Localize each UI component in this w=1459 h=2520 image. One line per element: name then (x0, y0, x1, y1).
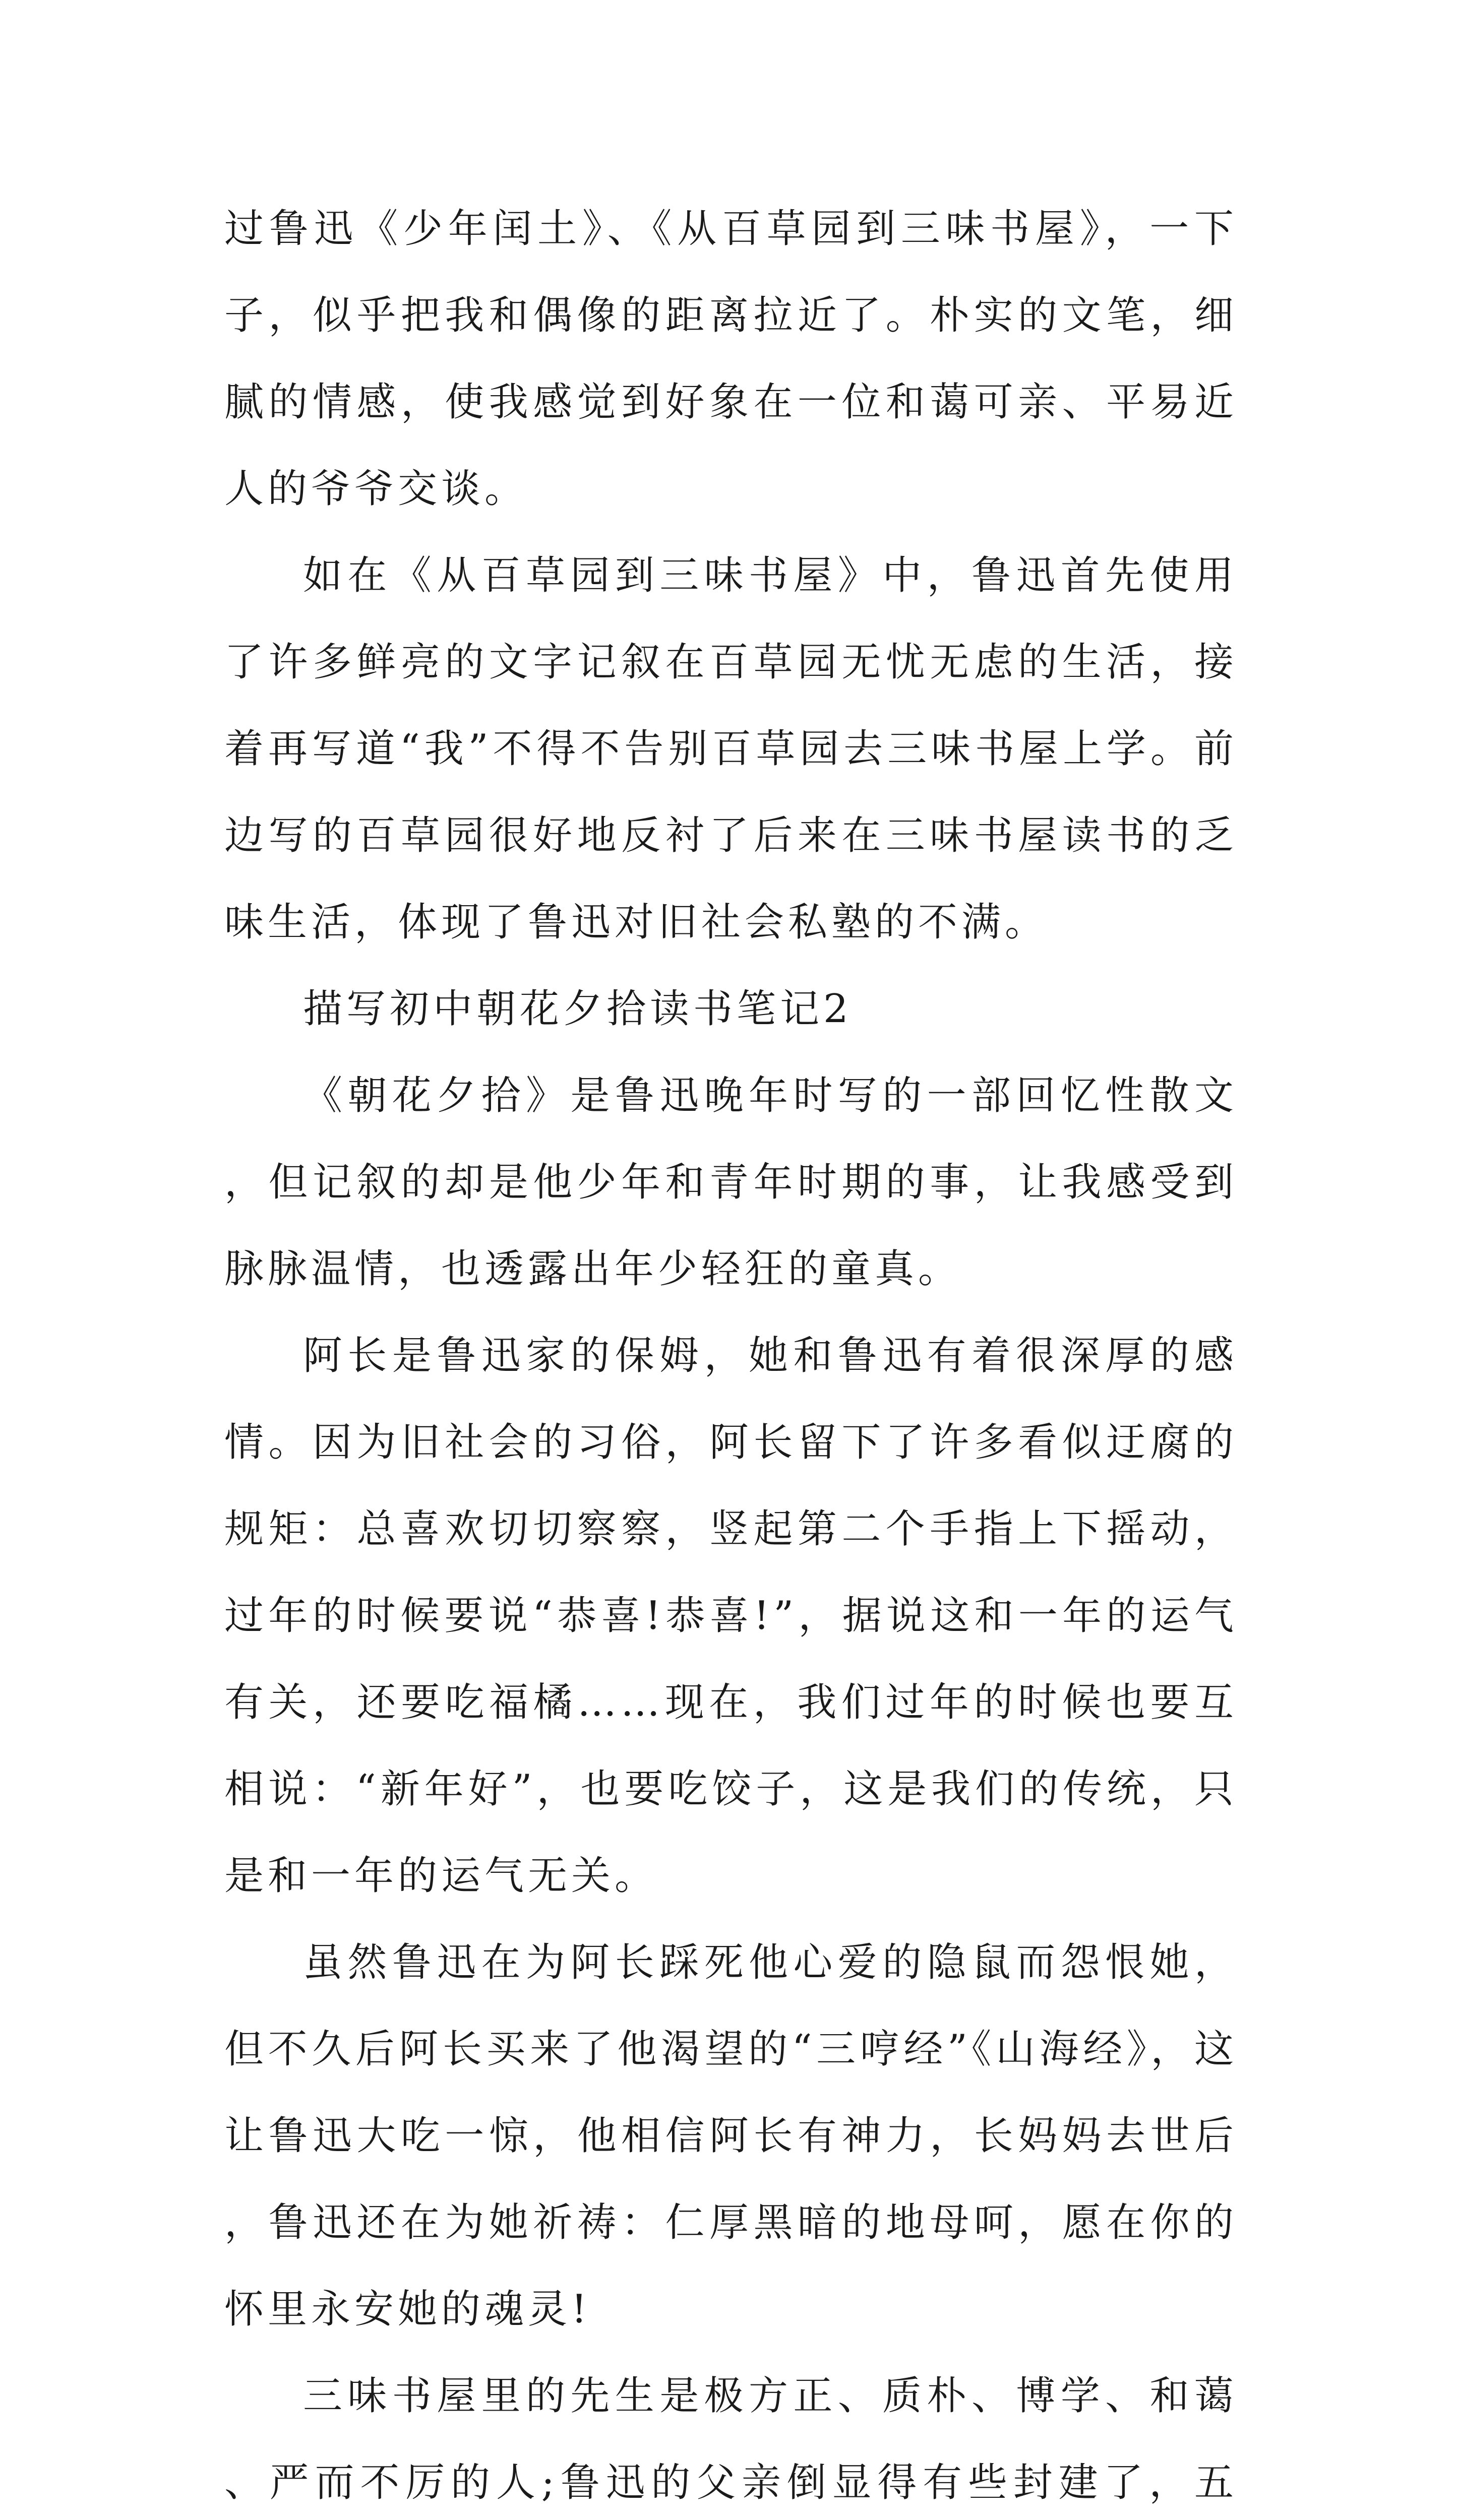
document-body (224, 185, 1238, 2520)
paragraph-2: 如在《从百草园到三味书屋》中，鲁迅首先使用了许多鲜亮的文字记叙在百草园无忧无虑的生活，接着再写道“我”不得不告别百草园去三味书屋上学。前边写的百草园很好地反衬了后来在三味书屋读书的乏味生活，体现了鲁迅对旧社会私塾的不满。 (224, 553, 1238, 945)
paragraph-6: 三味书屋里的先生是极方正、质朴、博学、和蔼、严而不厉的人;鲁迅的父亲倒显得有些封建了，五 (224, 2373, 1238, 2505)
paragraph-5: 虽然鲁迅在为阿长踩死他心爱的隐鼠而怨恨她，但不久后阿长买来了他渴望的“三哼经”《山海经》，这让鲁迅大吃一惊，他相信阿长有神力，长妈妈去世后，鲁迅还在为她祈祷：仁厚黑暗的地母呵，愿在你的怀里永安她的魂灵! (224, 1940, 1238, 2332)
paragraph-4: 阿长是鲁迅家的保姆，她和鲁迅有着很深厚的感情。因为旧社会的习俗，阿长留下了许多看似迂腐的规矩：总喜欢切切察察，竖起第二个手指上下摇动，过年的时候要说“恭喜!恭喜!”，据说这和一年的运气有关，还要吃福橘……现在，我们过年的时候也要互相说：“新年好”，也要吃饺子，这是我们的传统，只是和一年的运气无关。 (224, 1333, 1238, 1899)
paragraph-3: 《朝花夕拾》是鲁迅晚年时写的一部回忆性散文，但记叙的却是他少年和青年时期的事，让我感受到脉脉温情，也透露出年少轻狂的童真。 (224, 1073, 1238, 1292)
section-heading: 描写初中朝花夕拾读书笔记2 (303, 986, 853, 1032)
paragraph-1: 过鲁迅《少年闰土》、《从百草园到三味书屋》，一下子，似乎把我和偶像的距离拉近了。朴实的文笔，细腻的情感，使我感觉到好象在一位和蔼可亲、平易近人的爷爷交谈。 (224, 206, 1238, 512)
